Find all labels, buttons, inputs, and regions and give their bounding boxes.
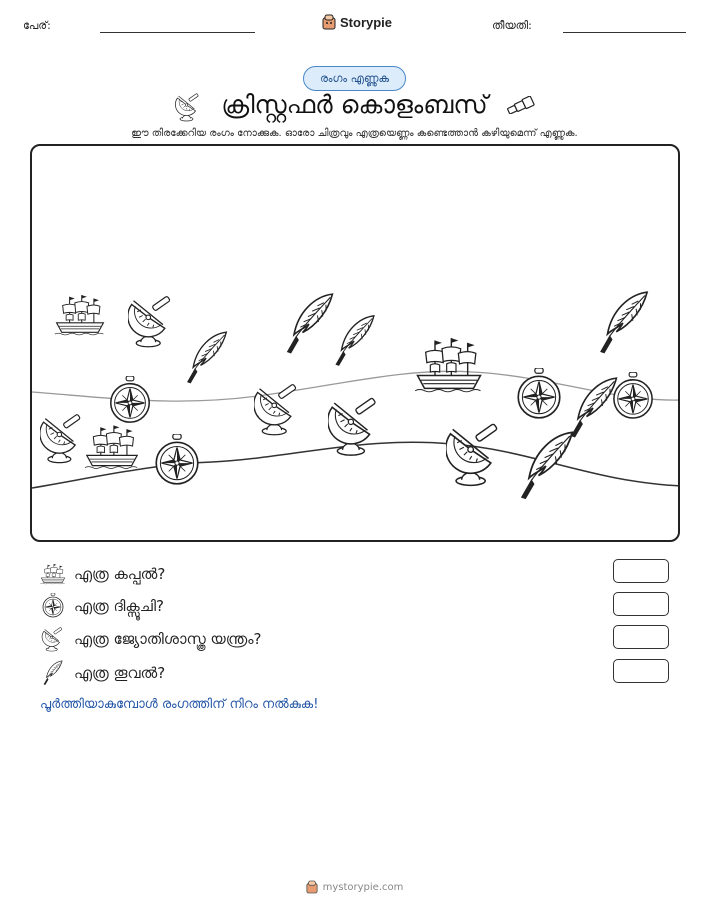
brand-logo [322,14,392,30]
question-quills [40,659,165,687]
question-text: എത്ര തൂവൽ? [74,664,166,682]
compass-icon [154,434,200,488]
astrolabe-icon [328,394,380,458]
compass-icon [40,593,66,619]
counting-scene [30,144,680,542]
date-line[interactable] [563,32,686,33]
name-label: പേര്: [23,19,51,32]
name-line[interactable] [100,32,255,33]
ship-icon [40,561,66,587]
coloring-note: പൂർത്തിയാകുമ്പോൾ രംഗത്തിന് നിറം നൽകുക! [40,697,319,712]
quill-icon [184,330,230,386]
quill-icon [596,290,652,356]
ship-icon [84,422,140,472]
question-ships [40,560,165,588]
footer [0,880,709,894]
astrolabe-icon [446,420,502,488]
answer-box-ships[interactable] [613,559,669,583]
question-astrolabes [40,625,261,653]
telescope-icon [505,96,535,114]
page-title: ക്രിസ്റ്റഫർ കൊളംബസ് [221,90,488,119]
brand-name: Storypie [340,14,393,30]
astrolabe-icon [40,410,84,466]
ship-icon [54,292,106,338]
storypie-mascot-icon [306,880,318,894]
quill-icon [282,292,338,356]
answer-box-astrolabes[interactable] [613,625,669,649]
activity-badge: രംഗം എണ്ണുക [303,66,406,91]
instructions: ഈ തിരക്കേറിയ രംഗം നോക്കുക. ഓരോ ചിത്രവും എത്രയെണ്ണം കണ്ടെത്താൻ കഴിയുമെന്ന് എണ്ണുക. [131,128,578,139]
date-label: തീയതി: [492,19,532,32]
astrolabe-icon [40,626,66,652]
quill-icon [516,430,578,502]
astrolabe-icon [128,292,174,350]
footer-url[interactable]: mystorypie.com [322,881,404,893]
compass-icon [516,368,562,422]
quill-icon [332,314,378,368]
storypie-mascot-icon [322,14,336,30]
astrolabe-icon [254,380,300,438]
question-text: എത്ര ദിക്സൂചി? [74,597,164,615]
compass-icon [108,376,152,426]
quill-icon [40,660,66,686]
question-text: എത്ര ജ്യോതിശാസ്ത്ര യന്ത്രം? [74,630,262,648]
answer-box-quills[interactable] [613,659,669,683]
ship-icon [414,334,484,396]
question-text: എത്ര കപ്പൽ? [74,565,166,583]
answer-box-compasses[interactable] [613,592,669,616]
question-compasses [40,592,164,620]
